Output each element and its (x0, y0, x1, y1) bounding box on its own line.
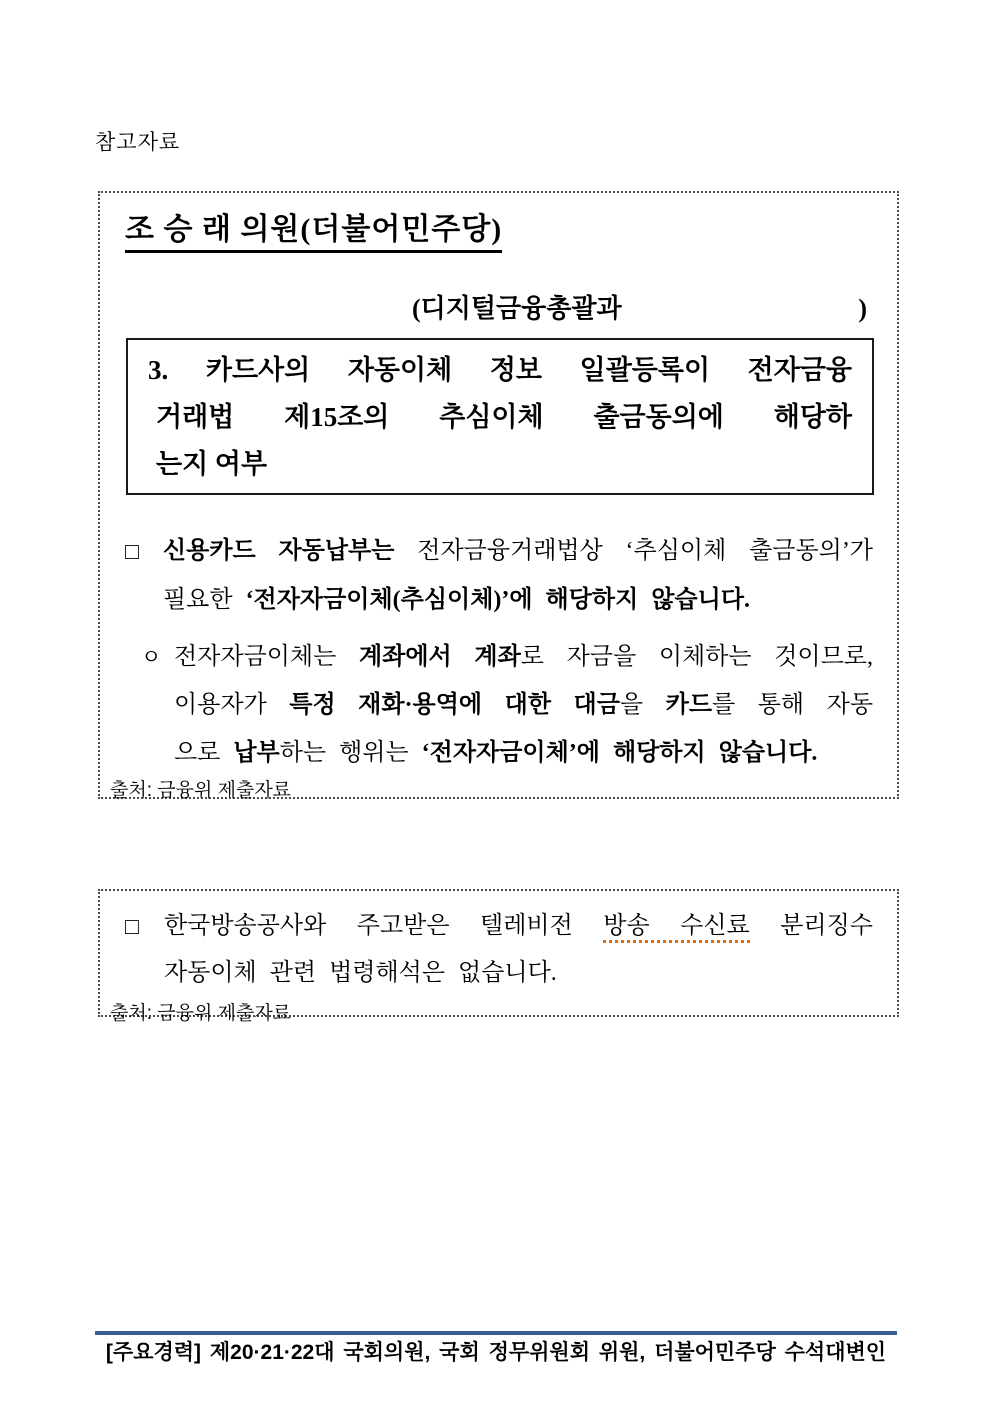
bullet-line (174, 729, 873, 777)
text-segment: 카드 (665, 692, 713, 718)
footer-divider (95, 1331, 897, 1335)
career-footer: [주요경력] 제20·21·22대 국회의원, 국회 정무위원회 위원, 더불어민주당 수석대변인 (105, 1341, 887, 1364)
text-segment: 를 통해 자동 (712, 692, 874, 718)
spellcheck-underlined-text: 방송 수신료 (603, 913, 749, 943)
text-segment: 이용자가 (174, 692, 290, 718)
bullet-line (174, 681, 873, 729)
reference-label: 참고자료 (95, 130, 181, 154)
member-title (125, 207, 873, 253)
text-segment: 을 (619, 692, 666, 718)
source-label: 출처: 금융위 제출자료 (110, 780, 292, 801)
bullet-text (174, 633, 873, 777)
department-close-paren: ) (858, 294, 867, 323)
text-segment: 신용카드 자동납부는 (163, 538, 395, 564)
bullet-text (163, 527, 873, 625)
bullet-credit-card-autopay (124, 527, 873, 625)
question-line: 는지 여부 (156, 449, 268, 479)
member-answer-box (98, 191, 899, 799)
text-segment: 전자자금이체는 (174, 644, 359, 670)
text-segment: 필요한 (163, 587, 246, 613)
question-line: 거래법 제15조의 추심이체 출금동의에 해당하 (156, 402, 852, 432)
text-segment: 납부 (233, 740, 280, 766)
member-title-text: 조 승 래 의원(더불어민주당) (125, 213, 502, 253)
bullet-electronic-funds-transfer (124, 633, 873, 777)
bullet-line (164, 903, 873, 950)
text-segment: 로 자금을 이체하는 것이므로, (520, 644, 873, 670)
text-segment: 분리징수 (749, 913, 873, 939)
bullet-line (164, 950, 873, 997)
department-name: (디지털금융총괄과 (412, 294, 622, 323)
square-bullet-icon: □ (125, 914, 139, 939)
department-row (124, 289, 873, 329)
text-segment: 전자금융거래법상 ‘추심이체 출금동의’가 (394, 538, 873, 564)
text-segment: ‘전자자금이체’에 해당하지 않습니다. (421, 740, 818, 766)
text-segment: 한국방송공사와 주고받은 텔레비전 (164, 913, 604, 939)
square-bullet-icon: □ (125, 539, 139, 564)
text-segment: 특정 재화·용역에 대한 대금 (289, 692, 620, 718)
bullet-text (164, 903, 873, 997)
bullet-line (163, 576, 873, 625)
text-segment: 자동이체 관련 법령해석은 없습니다. (164, 960, 557, 986)
question-line: 3. 카드사의 자동이체 정보 일괄등록이 전자금융 (148, 355, 852, 385)
text-segment: ‘전자자금이체(추심이체)’에 해당하지 않습니다. (245, 587, 751, 613)
source-label: 출처: 금융위 제출자료 (110, 1003, 292, 1024)
text-segment: 계좌에서 계좌 (358, 644, 521, 670)
text-segment: 으로 (174, 740, 234, 766)
bullet-kbs-license-fee (124, 903, 873, 997)
bullet-line (163, 527, 873, 576)
kbs-answer-box (98, 889, 899, 1024)
question-box (126, 338, 874, 495)
bullet-line (174, 633, 873, 681)
text-segment: 하는 행위는 (279, 740, 422, 766)
circle-bullet-icon: ㅇ (141, 645, 162, 669)
